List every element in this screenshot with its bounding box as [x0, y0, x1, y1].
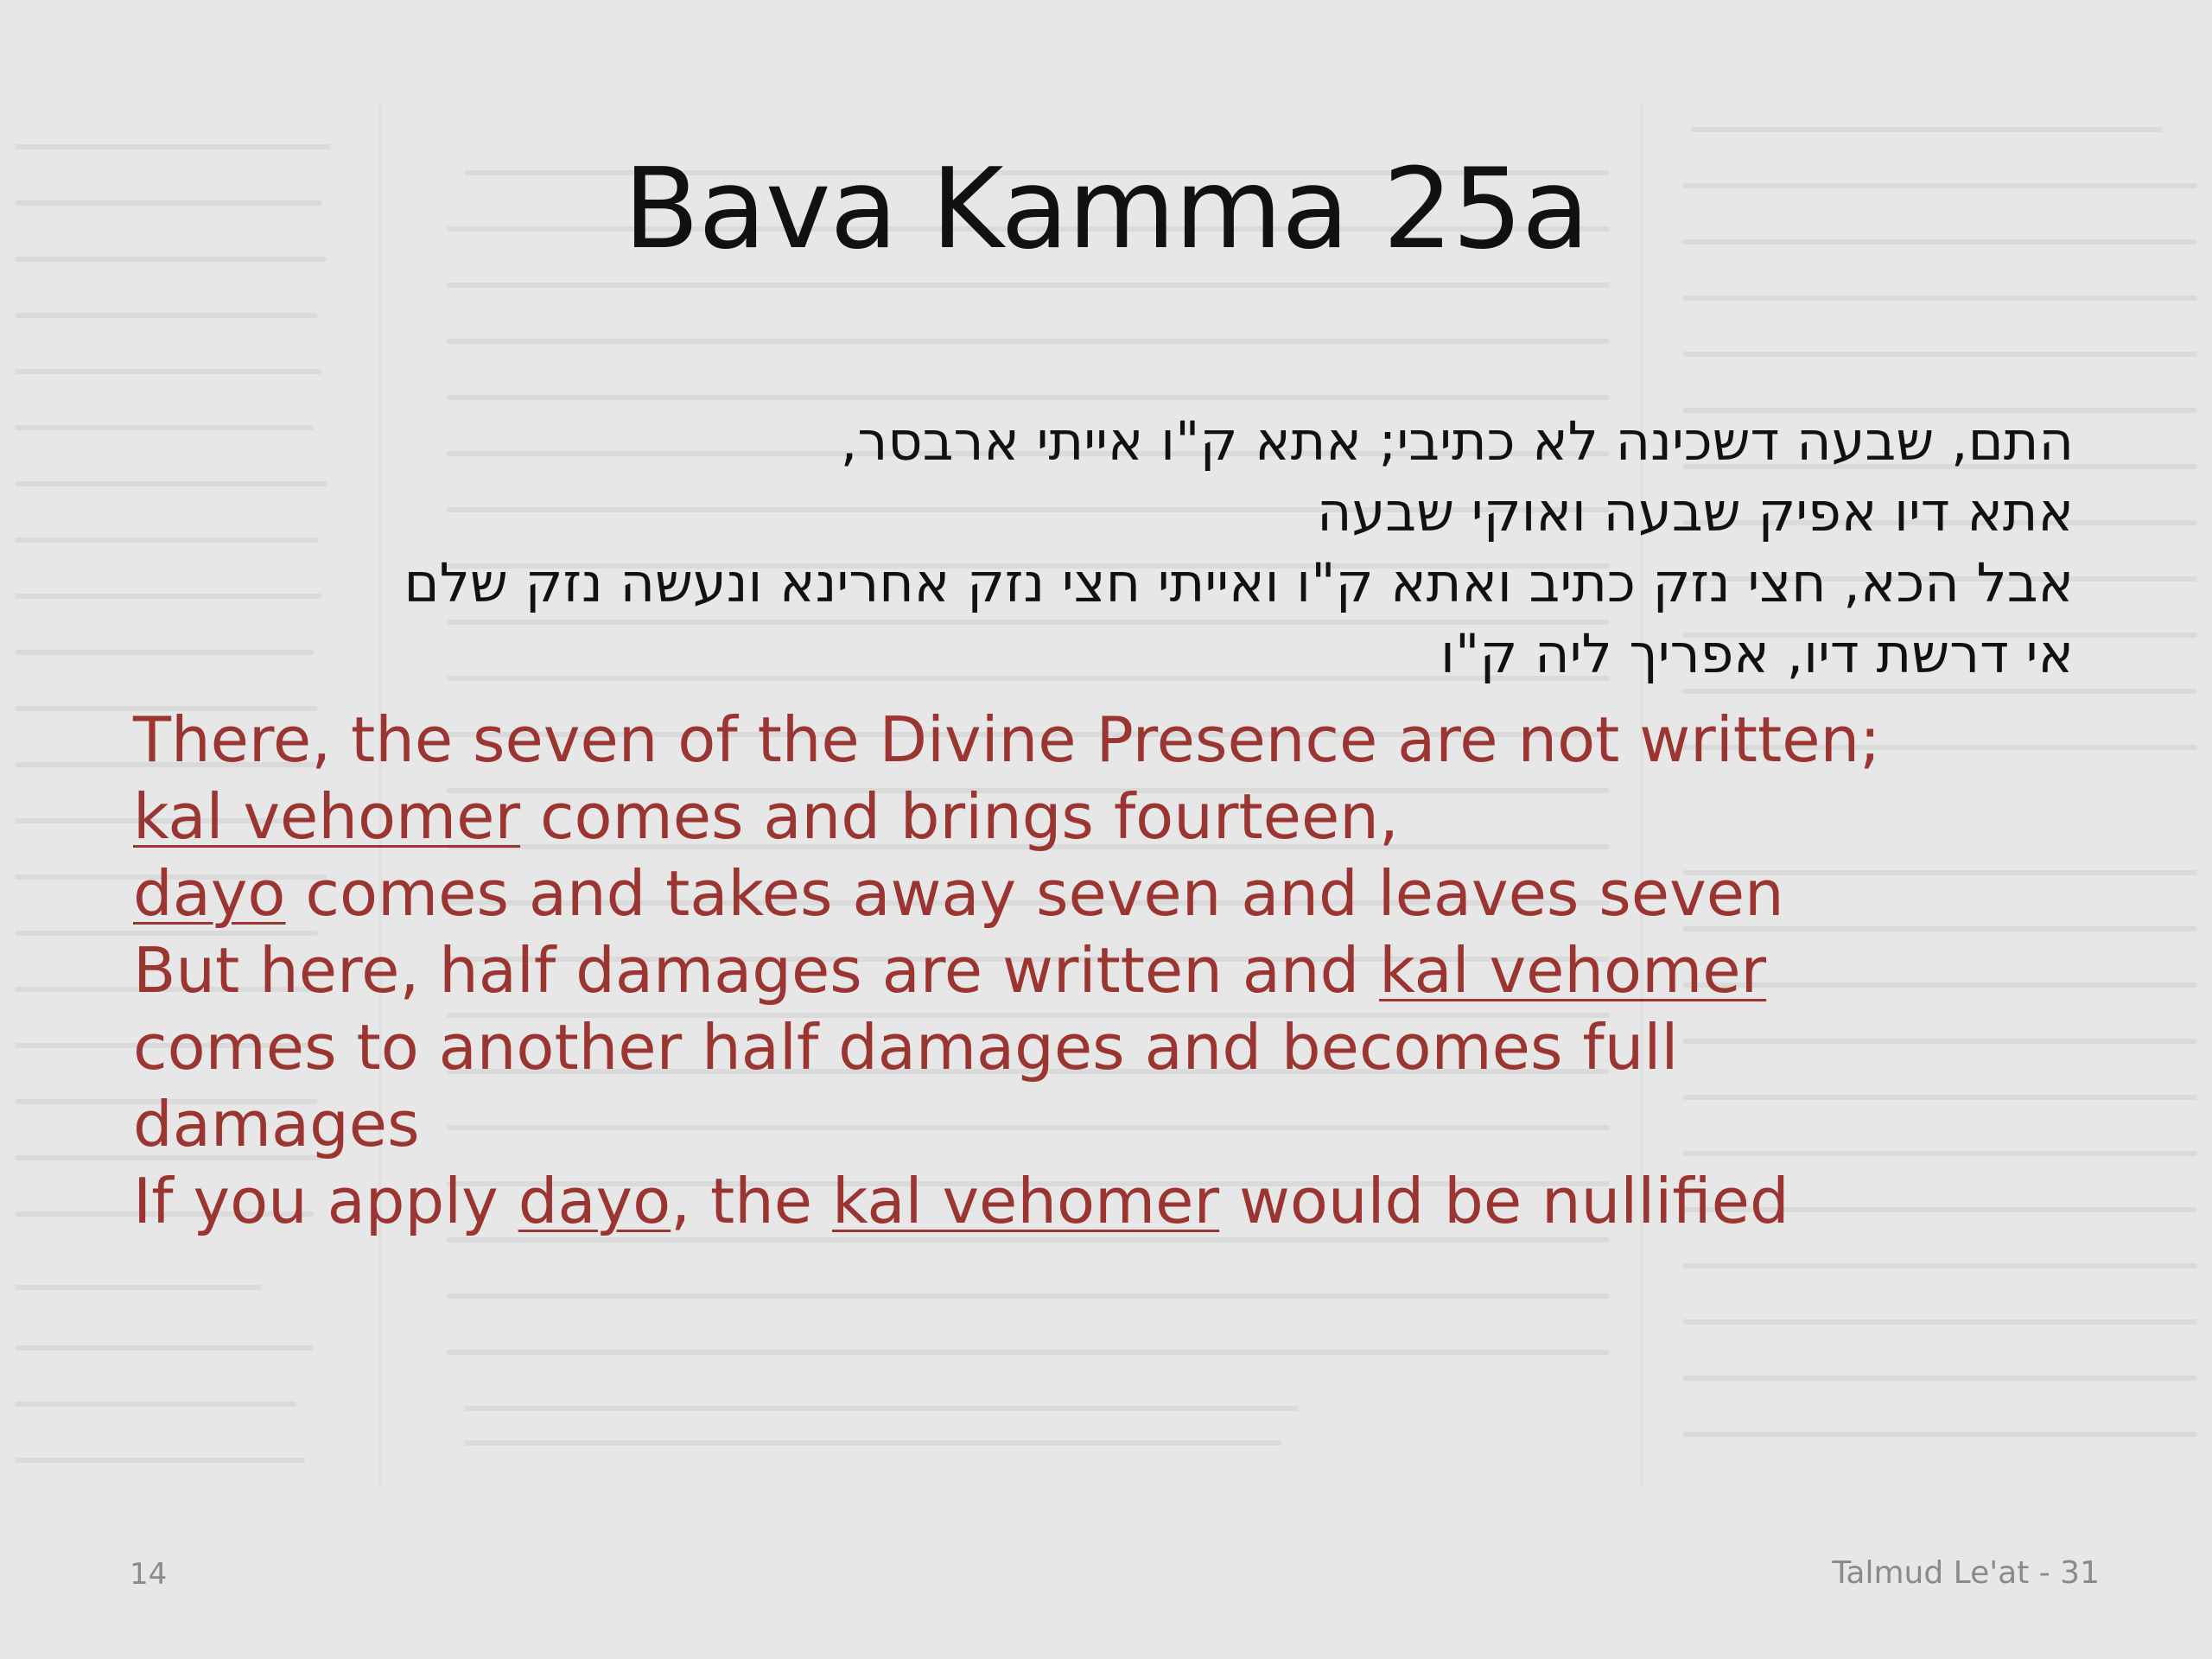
english-text: But here, half damages are written and	[133, 934, 1380, 1007]
english-line	[133, 1086, 2120, 1163]
english-text: damages	[133, 1088, 420, 1160]
term-dayo: dayo	[133, 857, 286, 930]
english-line	[133, 1009, 2120, 1086]
english-line	[133, 932, 2120, 1009]
english-text: would be nullified	[1219, 1165, 1789, 1237]
term-kal-vehomer: kal vehomer	[133, 780, 521, 853]
english-text: If you apply	[133, 1165, 518, 1237]
english-text: comes and takes away seven and leaves seven	[285, 857, 1784, 930]
english-line	[133, 1163, 2120, 1240]
english-line	[133, 779, 2120, 855]
hebrew-line: אי דרשת דיו, אפריך ליה ק"ו	[1440, 622, 2074, 685]
hebrew-line: התם, שבעה דשכינה לא כתיבי; אתא ק"ו אייתי ארבסר,	[840, 410, 2074, 473]
english-text: comes and brings fourteen,	[520, 780, 1399, 853]
footer-label: Talmud Le'at - 31	[1832, 1555, 2100, 1591]
english-text: There, the seven of the Divine Presence are not written;	[133, 703, 1881, 776]
english-translation-block	[133, 702, 2120, 1240]
slide-title: Bava Kamma 25a	[623, 145, 1589, 274]
term-dayo: dayo	[518, 1165, 671, 1237]
slide-number: 14	[130, 1557, 168, 1592]
hebrew-line: אבל הכא, חצי נזק כתיב ואתא ק"ו ואייתי חצי נזק אחרינא ונעשה נזק שלם	[404, 551, 2074, 614]
hebrew-text-block	[86, 406, 2074, 690]
term-kal-vehomer: kal vehomer	[1379, 934, 1767, 1007]
term-kal-vehomer: kal vehomer	[832, 1165, 1220, 1237]
english-text: , the	[671, 1165, 832, 1237]
hebrew-line: אתא דיו אפיק שבעה ואוקי שבעה	[1316, 480, 2074, 543]
english-line	[133, 702, 2120, 779]
english-line	[133, 855, 2120, 932]
english-text: comes to another half damages and becomes full	[133, 1011, 1679, 1084]
